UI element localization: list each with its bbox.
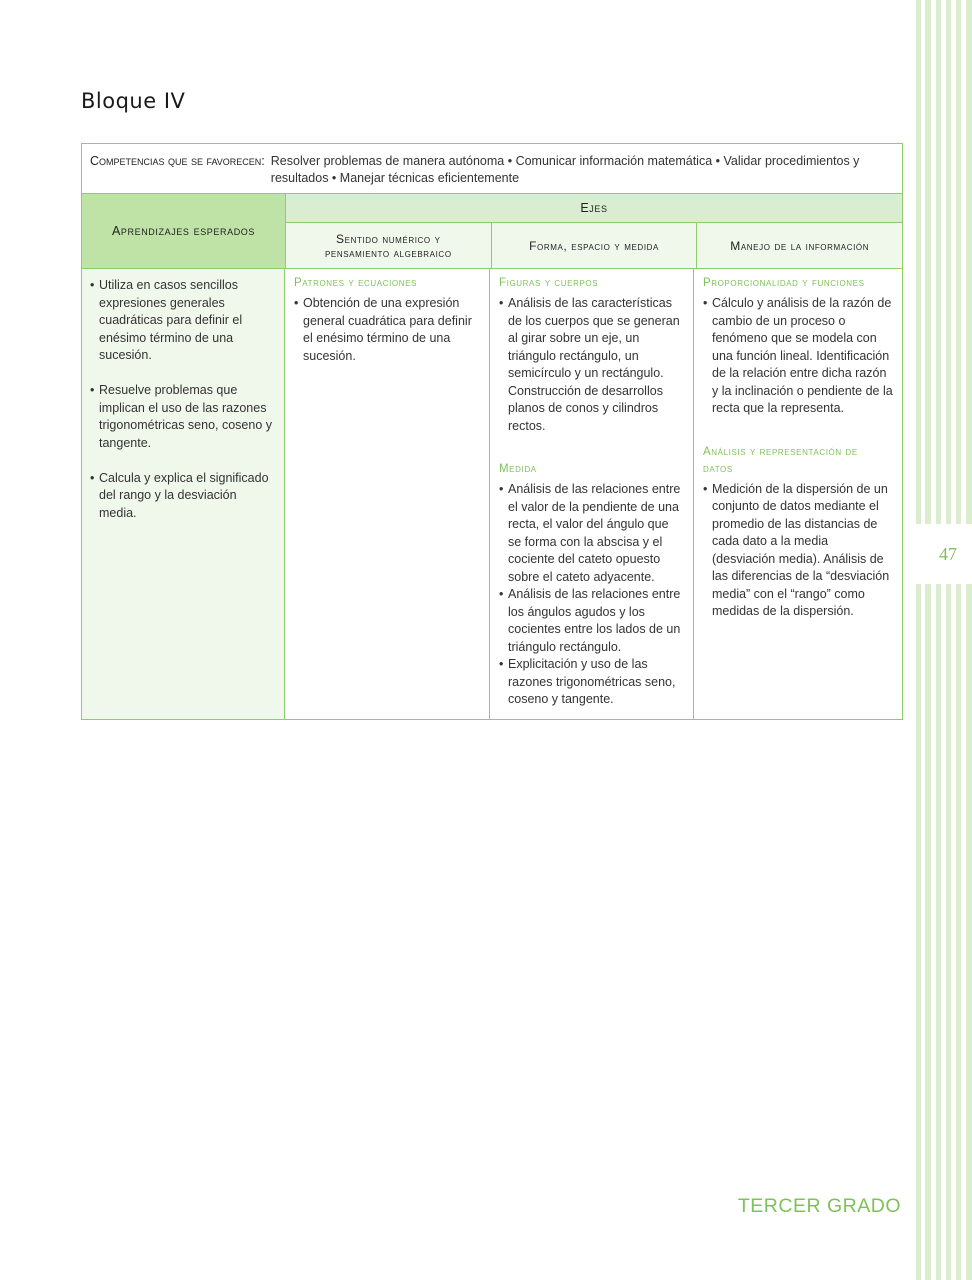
competencias-label: Competencias que se favorecen: — [90, 154, 265, 168]
axis1-column — [285, 269, 489, 719]
section-title: Medida — [499, 463, 537, 475]
page-number: 47 — [939, 543, 957, 564]
list-item: • Análisis de las relaciones entre los ángulos agudos y los cocientes entre los lados de un triángulo rectángulo. — [499, 586, 685, 656]
curriculum-table — [81, 143, 903, 720]
section-title: Análisis y representación de datos — [703, 445, 858, 475]
list-item: • Explicitación y uso de las razones trigonométricas seno, coseno y tangente. — [499, 656, 685, 709]
table-body — [82, 269, 902, 719]
list-item: • Calcula y explica el significado del rango y la desviación media. — [90, 470, 276, 523]
content-list — [703, 481, 894, 621]
competencias-row — [82, 144, 902, 194]
section-title: Figuras y cuerpos — [499, 277, 599, 289]
axis-header-label: Forma, espacio y medida — [529, 238, 659, 253]
list-item: • Resuelve problemas que implican el uso de las razones trigonométricas seno, coseno y tangente. — [90, 382, 276, 452]
grade-label: TERCER GRADO — [737, 1195, 901, 1217]
content-list — [499, 295, 685, 435]
list-item: • Obtención de una expresión general cuadrática para definir el enésimo término de una sucesión. — [294, 295, 481, 365]
list-item: • Análisis de las relaciones entre el valor de la pendiente de una recta, el valor del ángulo que se forma con la abscisa y el cociente del cateto opuesto sobre el cateto adyacente. — [499, 481, 685, 586]
aprendizajes-list — [90, 277, 276, 522]
list-item: • Medición de la dispersión de un conjunto de datos mediante el promedio de las distancias de cada dato a la media (desviación media). Análisis de las diferencias de la “desviación media” con el “rango” como medidas de la dispersión. — [703, 481, 894, 621]
content-list — [294, 295, 481, 365]
ejes-header-group — [286, 194, 902, 268]
list-item: • Análisis de las características de los cuerpos que se generan al girar sobre un eje, un triángulo rectángulo, un semicírculo y un rectángulo. Construcción de desarrollos planos de conos y cilindros rectos. — [499, 295, 685, 435]
section-title: Proporcionalidad y funciones — [703, 277, 865, 289]
axis2-column — [489, 269, 693, 719]
list-item: • Cálculo y análisis de la razón de cambio de un proceso o fenómeno que se modela con una función lineal. Identificación de la relación entre dicha razón y la inclinación o pendiente de la recta que la representa. — [703, 295, 894, 418]
ejes-header: Ejes — [286, 194, 902, 223]
section-title: Patrones y ecuaciones — [294, 277, 417, 289]
content-list — [703, 295, 894, 418]
aprendizajes-column — [82, 269, 285, 719]
axis-header-label: Manejo de la información — [730, 238, 870, 253]
page-number-tab — [914, 524, 972, 584]
list-item: • Utiliza en casos sencillos expresiones generales cuadráticas para definir el enésimo término de una sucesión. — [90, 277, 276, 365]
aprendizajes-header: Aprendizajes esperados — [82, 194, 286, 268]
axis-header-manejo-informacion — [696, 223, 902, 268]
axis3-column — [693, 269, 902, 719]
axis-header-sentido-numerico — [286, 223, 491, 268]
block-title: Bloque IV — [81, 89, 186, 113]
axes-row — [286, 223, 902, 268]
competencias-text: Resolver problemas de manera autónoma • Comunicar información matemática • Validar procedimientos y resultados • Manejar técnicas eficientemente — [270, 154, 860, 185]
table-header — [82, 194, 902, 269]
decorative-stripes — [916, 0, 972, 1280]
content-list — [499, 481, 685, 709]
axis-header-label: Sentido numérico y pensamiento algebraico — [325, 231, 452, 260]
axis-header-forma-espacio — [491, 223, 697, 268]
